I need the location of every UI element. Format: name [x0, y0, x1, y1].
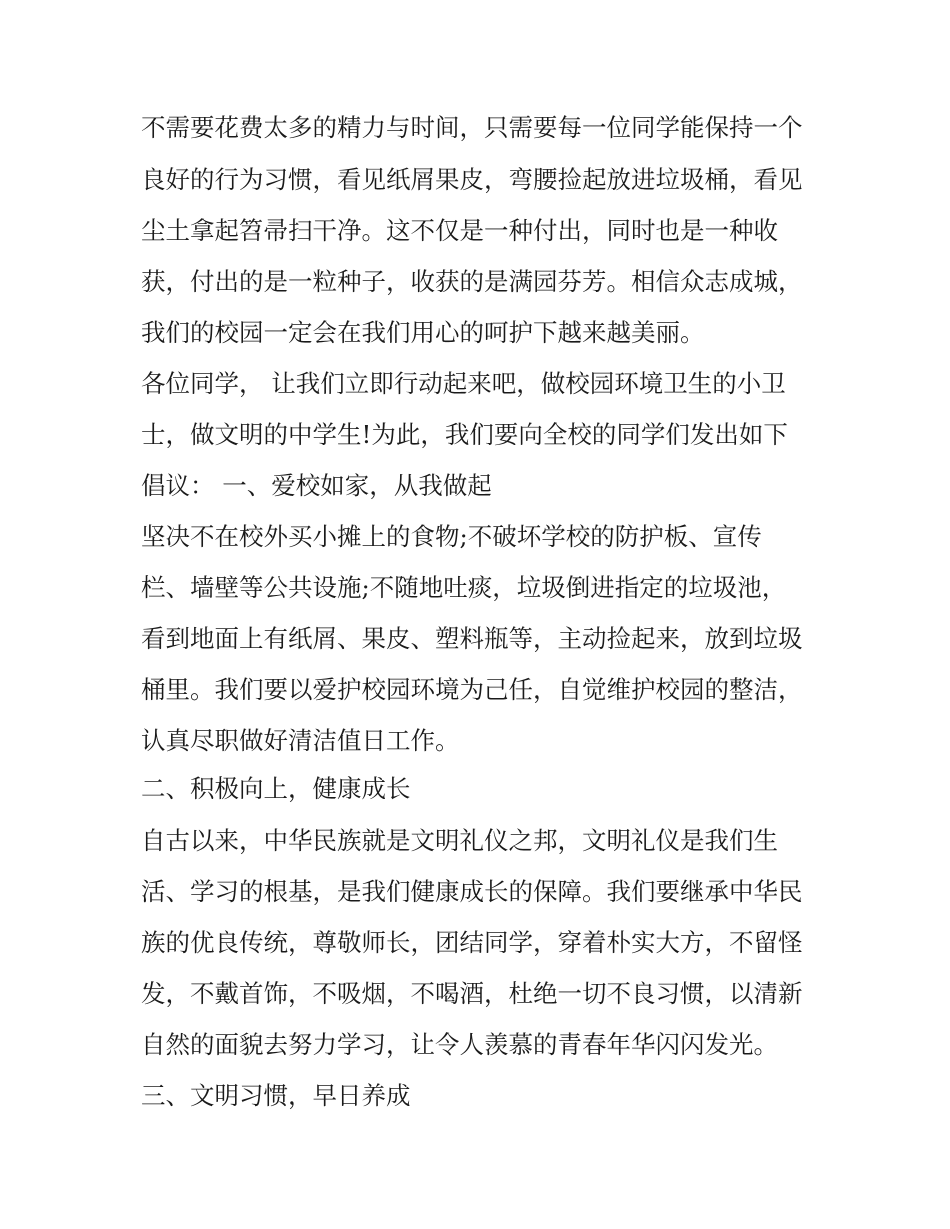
text-line: 不需要花费太多的精力与时间，只需要每一位同学能保持一个	[141, 113, 803, 142]
text-line: 自古以来，中华民族就是文明礼仪之邦，文明礼仪是我们生	[141, 826, 778, 855]
text-line: 栏、墙壁等公共设施;不随地吐痰，垃圾倒进指定的垃圾池，	[141, 573, 787, 602]
section-heading: 二、积极向上，健康成长	[141, 774, 411, 803]
text-line: 各位同学， 让我们立即行动起来吧，做校园环境卫生的小卫	[141, 369, 786, 398]
text-line: 认真尽职做好清洁值日工作。	[141, 726, 460, 755]
text-line: 士，做文明的中学生!为此，我们要向全校的同学们发出如下	[141, 420, 788, 449]
text-line: 尘土拿起笤帚扫干净。这不仅是一种付出，同时也是一种收	[141, 216, 778, 245]
text-line: 族的优良传统，尊敬师长，团结同学，穿着朴实大方，不留怪	[141, 928, 803, 957]
text-line: 良好的行为习惯，看见纸屑果皮，弯腰捡起放进垃圾桶，看见	[141, 165, 803, 194]
text-line: 倡议： 一、爱校如家，从我做起	[141, 471, 492, 500]
text-line: 发，不戴首饰，不吸烟，不喝酒，杜绝一切不良习惯，以清新	[141, 979, 803, 1008]
text-line: 桶里。我们要以爱护校园环境为己任，自觉维护校园的整洁，	[141, 675, 803, 704]
text-line: 坚决不在校外买小摊上的食物;不破坏学校的防护板、宣传	[141, 522, 762, 551]
text-line: 获，付出的是一粒种子，收获的是满园芬芳。相信众志成城，	[141, 267, 803, 296]
text-line: 看到地面上有纸屑、果皮、塑料瓶等，主动捡起来，放到垃圾	[141, 624, 803, 653]
text-line: 自然的面貌去努力学习，让令人羡慕的青春年华闪闪发光。	[141, 1030, 778, 1059]
text-line: 活、学习的根基，是我们健康成长的保障。我们要继承中华民	[141, 877, 803, 906]
section-heading: 三、文明习惯，早日养成	[141, 1081, 411, 1110]
text-line: 我们的校园一定会在我们用心的呵护下越来越美丽。	[141, 318, 705, 347]
